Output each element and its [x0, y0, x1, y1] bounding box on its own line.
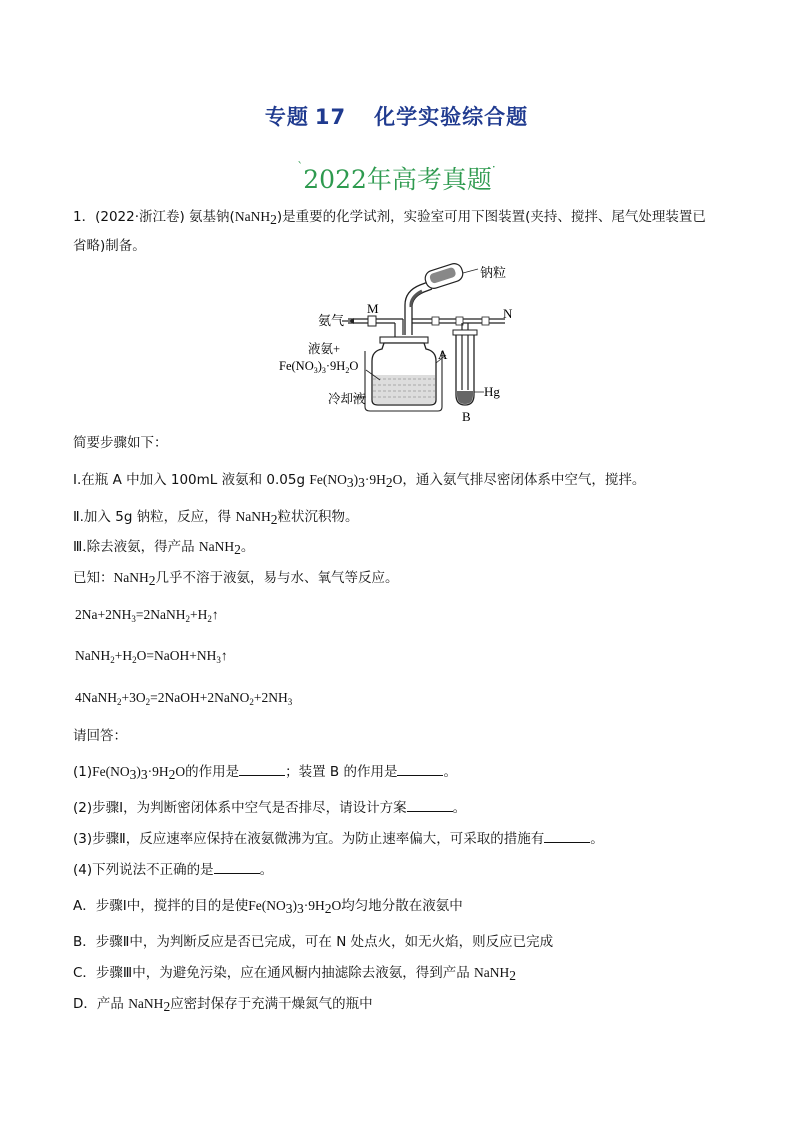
option-b[interactable]: B．步骤Ⅱ中，为判断反应是否已完成，可在 N 处点火，如无火焰，则反应已完成 — [73, 934, 554, 950]
title-main: 化学实验综合题 — [374, 105, 529, 129]
equation-3: $4NaNH_2+3O_2=2NaOH+2NaNO_2+2NH_3$ — [75, 690, 293, 707]
label-coolant: 冷却液 — [328, 392, 366, 406]
label-a: A — [438, 347, 448, 362]
step-2: Ⅱ.加入 5g 钠粒，反应，得 NaNH$_2$粒状沉积物。 — [73, 509, 359, 527]
option-c[interactable]: C．步骤Ⅲ中，为避免污染，应在通风橱内抽滤除去液氨，得到产品 NaNH$_2$ — [73, 965, 517, 983]
equation-2: $NaNH_2+H_2O=NaOH+NH_3↑$ — [75, 648, 228, 665]
subtitle-text: 2022年高考真题 — [303, 165, 492, 194]
steps-heading: 简要步骤如下： — [73, 435, 168, 451]
known-statement: 已知：NaNH$_2$几乎不溶于液氨，易与水、氧气等反应。 — [73, 570, 399, 588]
title-prefix: 专题 — [264, 105, 309, 129]
answer-blank-4[interactable] — [214, 861, 260, 874]
step-3: Ⅲ.除去液氨，得产品 NaNH$_2$。 — [73, 539, 255, 557]
answer-blank-3[interactable] — [544, 830, 590, 843]
label-iron-nitrate: $Fe(NO_3)_3\cdot 9H_2O$ — [279, 359, 359, 375]
step-1: Ⅰ.在瓶 A 中加入 100mL 液氨和 0.05g $Fe(NO_3)_3\cdot 9H_2O$，通入氨气排尽密闭体系中空气，搅拌。 — [73, 472, 646, 490]
apparatus-diagram — [270, 255, 530, 425]
question-intro-line1: 1．(2022·浙江卷) 氨基钠(NaNH$_2$)是重要的化学试剂，实验室可用下图装置(夹持、搅拌、尾气处理装置已 — [73, 209, 706, 227]
question-2: (2)步骤Ⅰ，为判断密闭体系中空气是否排尽，请设计方案 。 — [73, 800, 467, 816]
answer-blank-2[interactable] — [407, 799, 453, 812]
option-d[interactable]: D．产品 NaNH$_2$应密封保存于充满干燥氮气的瓶中 — [73, 996, 373, 1014]
question-intro-line2: 省略)制备。 — [73, 238, 146, 254]
answer-blank-1a[interactable] — [239, 763, 285, 776]
sodium-addition-tube — [405, 262, 478, 335]
label-sodium: 钠粒 — [480, 265, 507, 280]
page-title — [0, 101, 793, 131]
section-subtitle — [0, 160, 793, 196]
tick-mark-right: · — [491, 160, 496, 174]
question-3: (3)步骤Ⅱ，反应速率应保持在液氨微沸为宜。为防止速率偏大，可采取的措施有 。 — [73, 831, 604, 847]
equation-1: $2Na+2NH_3=2NaNH_2+H_2↑$ — [75, 607, 219, 624]
question-4: (4)下列说法不正确的是 。 — [73, 862, 274, 878]
question-1: $(1)Fe(NO_3)_3\cdot 9H_2O$的作用是 ；装置 B 的作用是 。 — [73, 764, 457, 782]
label-n: N — [503, 306, 513, 321]
option-a[interactable]: A．步骤Ⅰ中，搅拌的目的是使$Fe(NO_3)_3\cdot 9H_2O$均匀地分散在液氨中 — [73, 898, 463, 916]
tick-mark-left: ` — [297, 160, 304, 174]
title-number: 17 — [314, 105, 347, 129]
flask-a — [353, 337, 446, 411]
label-b: B — [462, 409, 471, 424]
answer-heading: 请回答： — [73, 728, 127, 744]
answer-blank-1b[interactable] — [397, 763, 443, 776]
label-hg: Hg — [484, 384, 500, 399]
label-m: M — [367, 301, 379, 316]
label-ammonia-gas: 氨气 — [318, 313, 345, 328]
label-liquid-ammonia: 液氨+ — [308, 342, 341, 356]
